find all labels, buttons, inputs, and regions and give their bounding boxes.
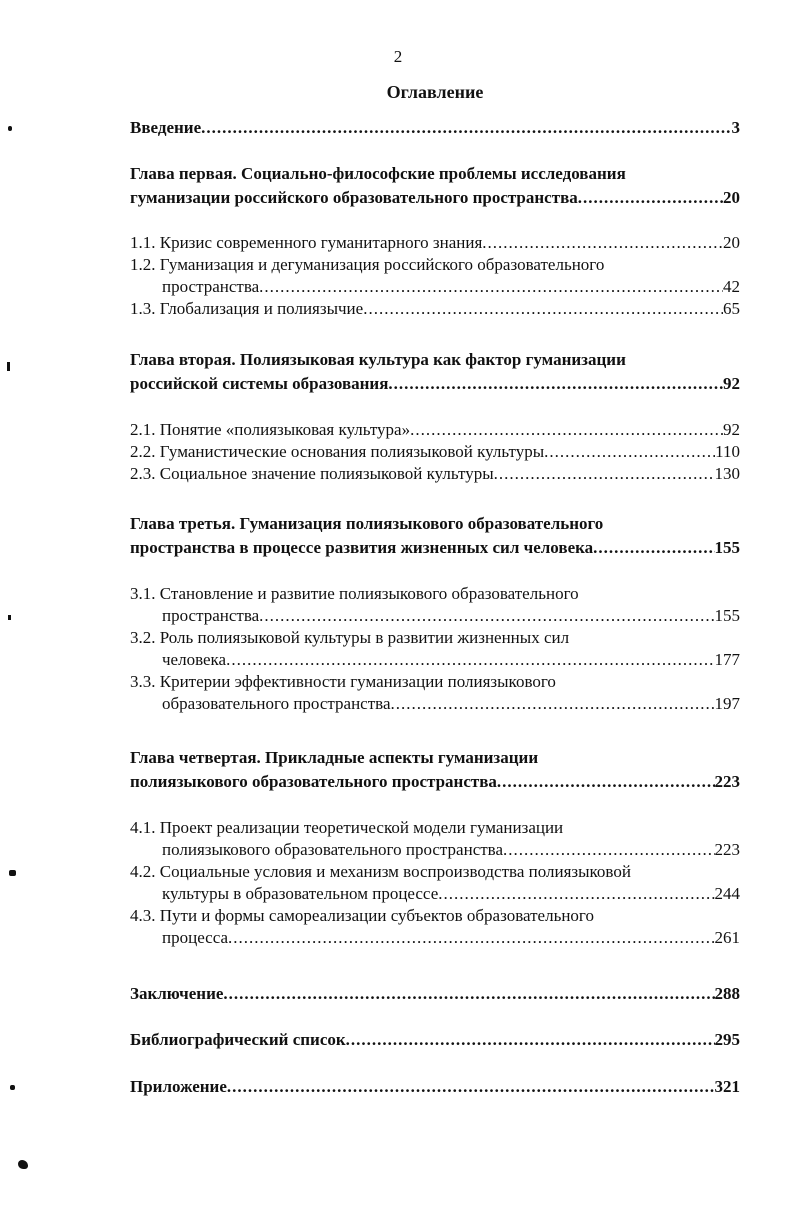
chapter-title-line2: российской системы образования <box>130 374 389 393</box>
toc-conclusion <box>130 984 740 1004</box>
leader-dots <box>226 650 714 670</box>
scan-speck <box>10 1085 15 1090</box>
section-page: 197 <box>714 694 740 713</box>
section-page: 155 <box>714 606 740 625</box>
section-page: 110 <box>715 442 740 461</box>
intro-page: 3 <box>731 118 740 137</box>
conclusion-page: 288 <box>714 984 740 1003</box>
leader-dots <box>259 606 714 626</box>
section-label: 4.1. Проект реализации теоретической модели гуманизации <box>130 818 564 837</box>
chapter-title-line1: Глава первая. Социально-философские проблемы исследования <box>130 164 626 183</box>
section-page: 223 <box>714 840 740 859</box>
chapter-title-line2: гуманизации российского образовательного пространства <box>130 188 578 207</box>
leader-dots <box>259 277 723 297</box>
appendix-page: 321 <box>714 1077 740 1096</box>
chapter-title-line1: Глава третья. Гуманизация полиязыкового образовательного <box>130 514 604 533</box>
section-label-cont: культуры в образовательном процессе <box>162 884 439 903</box>
leader-dots <box>482 233 723 253</box>
section-label: 2.3. Социальное значение полиязыковой культуры <box>130 464 494 483</box>
leader-dots <box>497 772 715 792</box>
leader-dots <box>228 928 714 948</box>
toc-chapter-1-sections <box>130 233 740 319</box>
section-label: 3.2. Роль полиязыковой культуры в развитии жизненных сил <box>130 628 570 647</box>
leader-dots <box>438 884 714 904</box>
chapter-title-line2: пространства в процессе развития жизненных сил человека <box>130 538 594 557</box>
conclusion-label: Заключение <box>130 984 224 1003</box>
section-label: 3.1. Становление и развитие полиязыкового образовательного <box>130 584 579 603</box>
bibliography-page: 295 <box>714 1030 740 1049</box>
chapter-page: 20 <box>723 188 740 207</box>
leader-dots <box>227 1077 715 1097</box>
toc-chapter-1 <box>130 164 740 208</box>
scan-speck <box>8 126 12 131</box>
chapter-title-line1: Глава вторая. Полиязыковая культура как фактор гуманизации <box>130 350 626 369</box>
section-label-cont: полиязыкового образовательного пространства <box>162 840 504 859</box>
leader-dots <box>201 118 731 138</box>
leader-dots <box>544 442 715 462</box>
section-page: 261 <box>714 928 740 947</box>
toc-bibliography <box>130 1030 740 1050</box>
section-label: 1.3. Глобализация и полиязычие <box>130 299 364 318</box>
toc-chapter-3 <box>130 514 740 558</box>
bibliography-label: Библиографический список <box>130 1030 346 1049</box>
scan-speck <box>7 362 10 371</box>
section-page: 177 <box>714 650 740 669</box>
toc-chapter-2-sections <box>130 420 740 484</box>
leader-dots <box>593 538 714 558</box>
section-label-cont: образовательного пространства <box>162 694 391 713</box>
section-label-cont: человека <box>162 650 227 669</box>
section-page: 130 <box>714 464 740 483</box>
toc-intro <box>130 118 740 138</box>
leader-dots <box>503 840 714 860</box>
section-label: 3.3. Критерии эффективности гуманизации полиязыкового <box>130 672 556 691</box>
leader-dots <box>410 420 723 440</box>
section-label: 2.1. Понятие «полиязыковая культура» <box>130 420 411 439</box>
scan-speck <box>8 615 11 620</box>
leader-dots <box>494 464 715 484</box>
page-title: Оглавление <box>386 82 484 102</box>
chapter-title-line2: полиязыкового образовательного пространства <box>130 772 497 791</box>
chapter-page: 155 <box>714 538 740 557</box>
section-page: 20 <box>723 233 740 252</box>
appendix-label: Приложение <box>130 1077 227 1096</box>
section-label: 4.3. Пути и формы самореализации субъектов образовательного <box>130 906 594 925</box>
chapter-page: 223 <box>714 772 740 791</box>
section-label: 4.2. Социальные условия и механизм воспроизводства полиязыковой <box>130 862 631 881</box>
section-page: 42 <box>723 277 740 296</box>
intro-label: Введение <box>130 118 202 137</box>
chapter-page: 92 <box>723 374 740 393</box>
section-label: 1.1. Кризис современного гуманитарного знания <box>130 233 483 252</box>
leader-dots <box>578 188 723 208</box>
leader-dots <box>223 984 714 1004</box>
section-label: 2.2. Гуманистические основания полиязыковой культуры <box>130 442 545 461</box>
leader-dots <box>388 374 723 394</box>
toc-appendix <box>130 1077 740 1097</box>
scan-speck <box>9 870 16 876</box>
toc-chapter-2 <box>130 350 740 394</box>
section-page: 244 <box>714 884 740 903</box>
section-label: 1.2. Гуманизация и дегуманизация российского образовательного <box>130 255 605 274</box>
section-label-cont: пространства <box>162 606 260 625</box>
section-label-cont: процесса <box>162 928 229 947</box>
toc-chapter-4-sections <box>130 818 740 948</box>
scan-blot <box>18 1160 28 1169</box>
leader-dots <box>391 694 715 714</box>
chapter-title-line1: Глава четвертая. Прикладные аспекты гуманизации <box>130 748 539 767</box>
toc-chapter-3-sections <box>130 584 740 714</box>
section-page: 65 <box>723 299 740 318</box>
toc-chapter-4 <box>130 748 740 792</box>
page-number: 2 <box>393 47 403 66</box>
section-label-cont: пространства <box>162 277 260 296</box>
section-page: 92 <box>723 420 740 439</box>
leader-dots <box>363 299 723 319</box>
leader-dots <box>346 1030 715 1050</box>
